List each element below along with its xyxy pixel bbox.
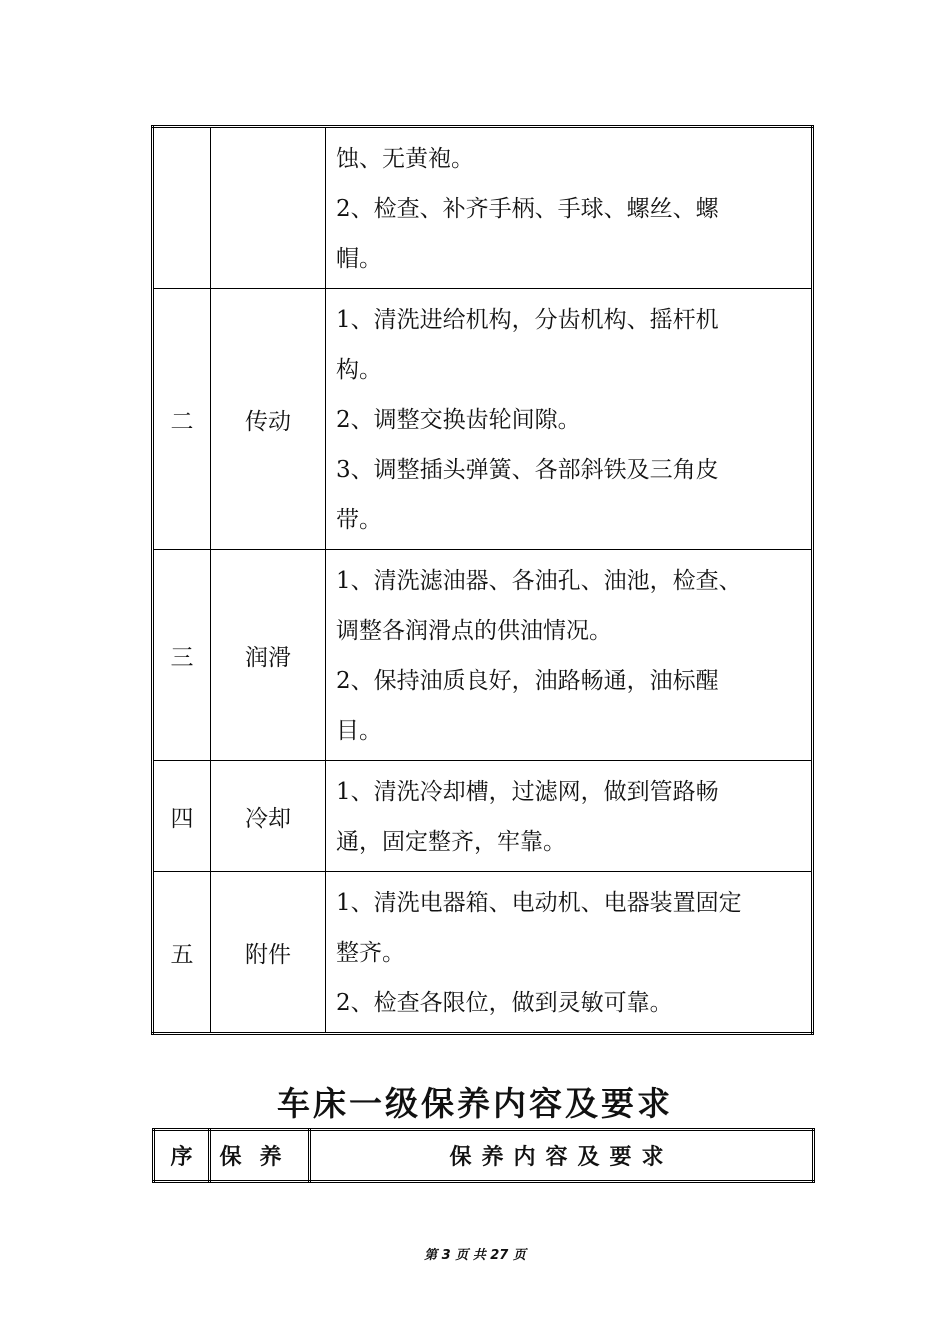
content-line: 调整各润滑点的供油情况。 xyxy=(336,618,612,644)
row-content xyxy=(326,289,813,550)
section-title: 车床一级保养内容及要求 xyxy=(277,1084,673,1123)
content-line: 1、清洗滤油器、各油孔、油池，检查、 xyxy=(336,568,742,594)
content-line: 1、清洗电器箱、电动机、电器装置固定 xyxy=(336,890,742,916)
content-line: 帽。 xyxy=(336,246,382,272)
row-category: 附件 xyxy=(211,872,326,1034)
content-line: 整齐。 xyxy=(336,940,405,966)
row-number: 四 xyxy=(153,761,211,872)
content-line: 目。 xyxy=(336,718,382,744)
row-number: 二 xyxy=(153,289,211,550)
header-maintenance: 保养 xyxy=(210,1130,310,1182)
row-number: 三 xyxy=(153,550,211,761)
content-line: 2、检查各限位，做到灵敏可靠。 xyxy=(336,990,673,1016)
row-content xyxy=(326,761,813,872)
row-category: 冷却 xyxy=(211,761,326,872)
content-line: 蚀、无黄袍。 xyxy=(336,146,474,172)
row-category xyxy=(211,127,326,289)
row-category: 传动 xyxy=(211,289,326,550)
content-line: 1、清洗冷却槽，过滤网，做到管路畅 xyxy=(336,779,719,805)
content-line: 通，固定整齐，牢靠。 xyxy=(336,829,566,855)
table-row xyxy=(153,127,813,289)
content-line: 带。 xyxy=(336,507,382,533)
row-number xyxy=(153,127,211,289)
content-line: 2、保持油质良好，油路畅通，油标醒 xyxy=(336,668,719,694)
row-content xyxy=(326,127,813,289)
row-number: 五 xyxy=(153,872,211,1034)
content-line: 构。 xyxy=(336,357,382,383)
header-table xyxy=(152,1128,815,1183)
content-line: 3、调整插头弹簧、各部斜铁及三角皮 xyxy=(336,457,719,483)
content-line: 1、清洗进给机构，分齿机构、摇杆机 xyxy=(336,307,719,333)
table-row xyxy=(153,872,813,1034)
content-line: 2、检查、补齐手柄、手球、螺丝、螺 xyxy=(336,196,719,222)
row-content xyxy=(326,872,813,1034)
content-line: 2、调整交换齿轮间隙。 xyxy=(336,407,581,433)
header-seq: 序 xyxy=(154,1130,210,1182)
page-footer: 第 3 页 共 27 页 xyxy=(424,1248,526,1263)
row-category: 润滑 xyxy=(211,550,326,761)
header-row xyxy=(154,1130,814,1182)
maintenance-table xyxy=(151,125,814,1035)
table-row xyxy=(153,761,813,872)
table-row xyxy=(153,550,813,761)
table-row xyxy=(153,289,813,550)
header-content: 保养内容及要求 xyxy=(310,1130,814,1182)
row-content xyxy=(326,550,813,761)
